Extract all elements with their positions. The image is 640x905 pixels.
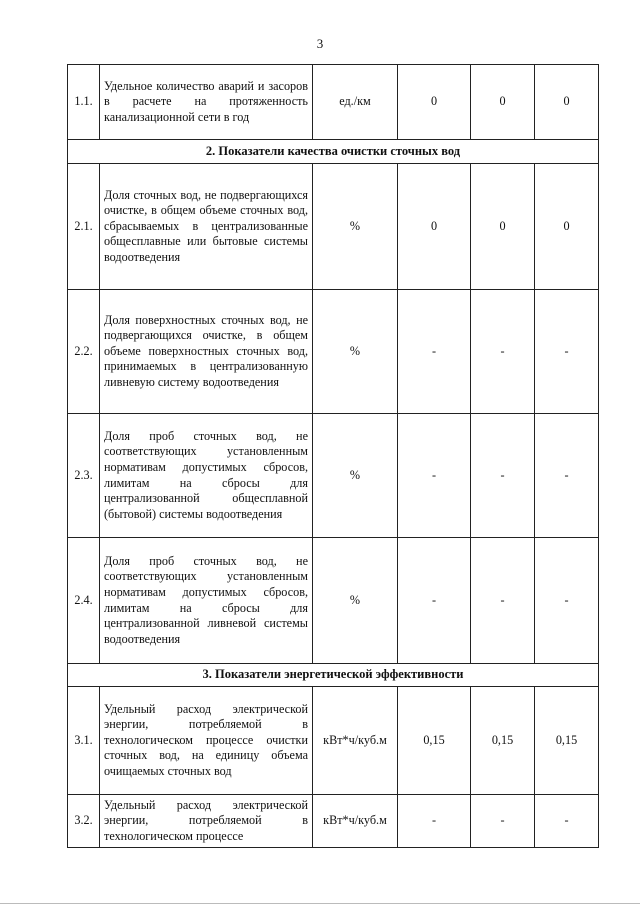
value-cell: 0 bbox=[535, 164, 599, 290]
indicator-description: Удельное количество аварий и засоров в расчете на протяженность канализационной сети в год bbox=[100, 65, 313, 140]
value-cell: - bbox=[535, 795, 599, 848]
indicator-description: Доля проб сточных вод, не соответствующих установленным нормативам допустимых сбросов, лимитам на сбросы для централизованной общесплавной (бытовой) системы водоотведения bbox=[100, 414, 313, 538]
indicator-description: Удельный расход электрической энергии, потребляемой в технологическом процессе bbox=[100, 795, 313, 848]
row-number: 2.1. bbox=[68, 164, 100, 290]
indicator-description: Удельный расход электрической энергии, потребляемой в технологическом процессе очистки сточных вод, на единицу объема очищаемых сточных вод bbox=[100, 687, 313, 795]
section-heading: 2. Показатели качества очистки сточных вод bbox=[68, 140, 599, 164]
row-number: 3.2. bbox=[68, 795, 100, 848]
section-row bbox=[68, 140, 599, 164]
section-heading: 3. Показатели энергетической эффективности bbox=[68, 664, 599, 687]
row-number: 2.4. bbox=[68, 538, 100, 664]
table-row bbox=[68, 290, 599, 414]
unit-cell: % bbox=[313, 164, 398, 290]
row-number: 3.1. bbox=[68, 687, 100, 795]
value-cell: - bbox=[398, 795, 471, 848]
value-cell: 0 bbox=[398, 65, 471, 140]
value-cell: - bbox=[471, 414, 535, 538]
indicator-description: Доля сточных вод, не подвергающихся очистке, в общем объеме сточных вод, сбрасываемых в централизованные общесплавные или бытовые системы водоотведения bbox=[100, 164, 313, 290]
unit-cell: % bbox=[313, 538, 398, 664]
page-number: 3 bbox=[316, 36, 324, 51]
value-cell: - bbox=[471, 290, 535, 414]
table-row bbox=[68, 687, 599, 795]
value-cell: - bbox=[398, 414, 471, 538]
value-cell: - bbox=[535, 538, 599, 664]
table-row bbox=[68, 414, 599, 538]
value-cell: 0,15 bbox=[398, 687, 471, 795]
value-cell: - bbox=[398, 290, 471, 414]
unit-cell: ед./км bbox=[313, 65, 398, 140]
value-cell: - bbox=[535, 290, 599, 414]
value-cell: 0 bbox=[535, 65, 599, 140]
value-cell: 0 bbox=[471, 65, 535, 140]
table-row bbox=[68, 538, 599, 664]
row-number: 2.2. bbox=[68, 290, 100, 414]
unit-cell: % bbox=[313, 290, 398, 414]
table-row bbox=[68, 795, 599, 848]
value-cell: - bbox=[535, 414, 599, 538]
table-row bbox=[68, 65, 599, 140]
page-edge-divider bbox=[0, 903, 640, 904]
value-cell: 0,15 bbox=[535, 687, 599, 795]
section-row bbox=[68, 664, 599, 687]
indicators-table bbox=[67, 64, 599, 848]
unit-cell: % bbox=[313, 414, 398, 538]
value-cell: - bbox=[398, 538, 471, 664]
value-cell: - bbox=[471, 538, 535, 664]
row-number: 2.3. bbox=[68, 414, 100, 538]
value-cell: - bbox=[471, 795, 535, 848]
table-row bbox=[68, 164, 599, 290]
value-cell: 0 bbox=[398, 164, 471, 290]
unit-cell: кВт*ч/куб.м bbox=[313, 795, 398, 848]
indicator-description: Доля проб сточных вод, не соответствующих установленным нормативам допустимых сбросов, лимитам на сбросы для централизованной ливневой системы водоотведения bbox=[100, 538, 313, 664]
indicator-description: Доля поверхностных сточных вод, не подвергающихся очистке, в общем объеме поверхностных сточных вод, принимаемых в централизованную ливневую систему водоотведения bbox=[100, 290, 313, 414]
unit-cell: кВт*ч/куб.м bbox=[313, 687, 398, 795]
value-cell: 0 bbox=[471, 164, 535, 290]
value-cell: 0,15 bbox=[471, 687, 535, 795]
row-number: 1.1. bbox=[68, 65, 100, 140]
